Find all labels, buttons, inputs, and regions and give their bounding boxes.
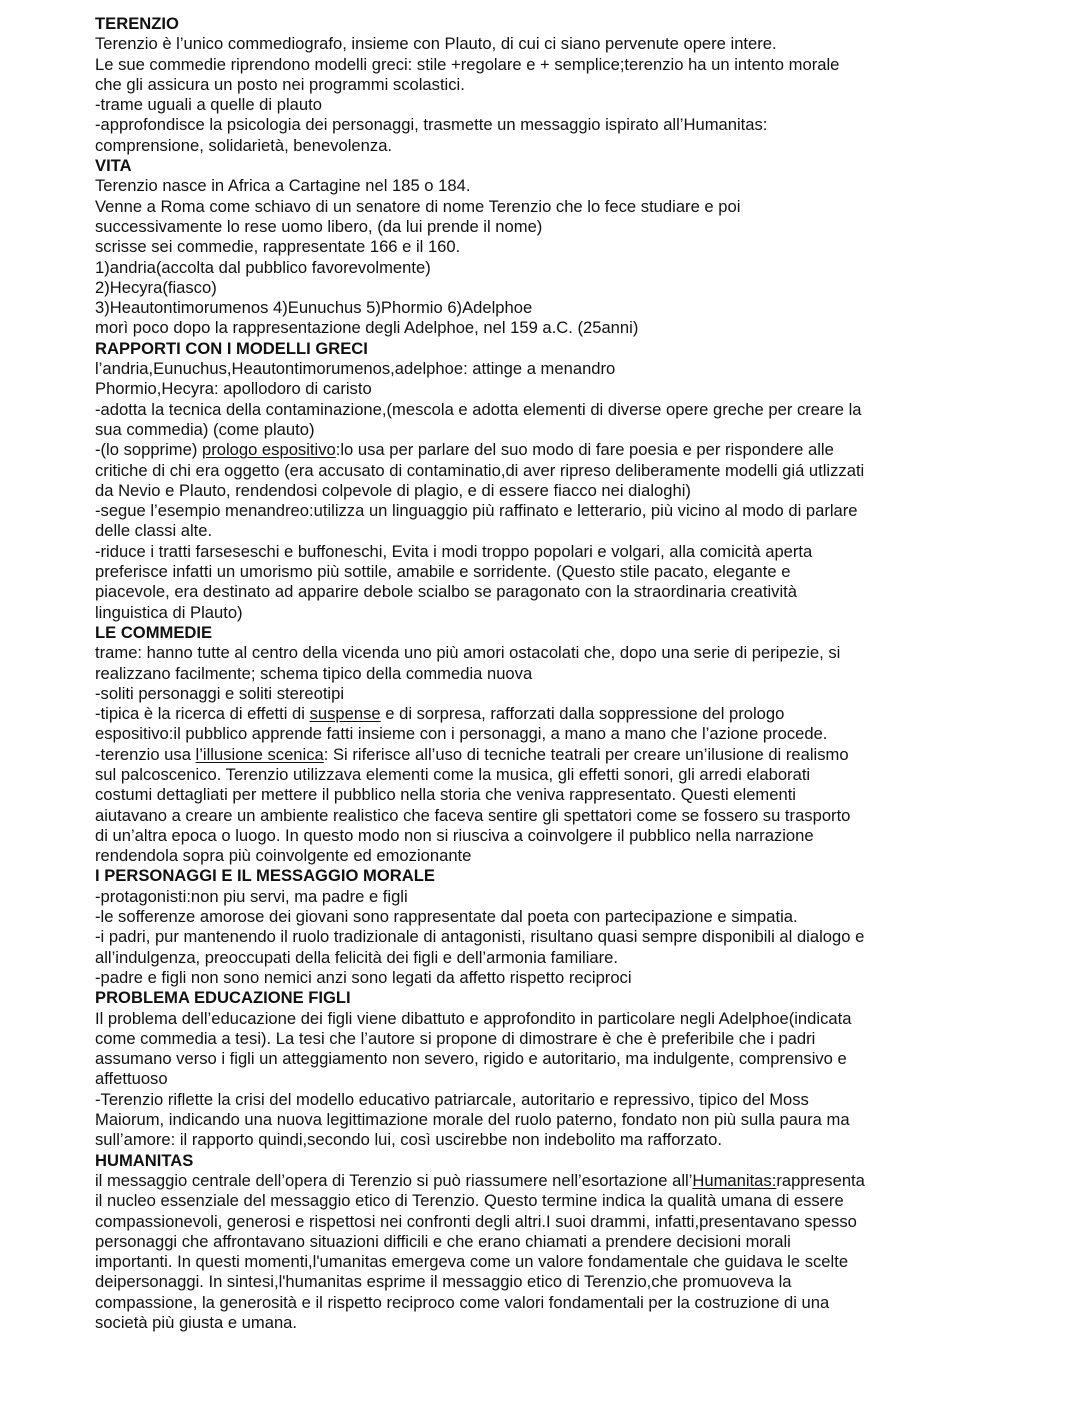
text-line: -segue l’esempio menandreo:utilizza un linguaggio più raffinato e letterario, più vicino al modo di parlare <box>95 501 858 521</box>
text-line: Il problema dell’educazione dei figli viene dibattuto e approfondito in particolare negli Adelphoe(indicata <box>95 1008 852 1028</box>
text-line <box>95 745 1055 765</box>
text-line: -le sofferenze amorose dei giovani sono rappresentate dal poeta con partecipazione e simpatia. <box>95 907 798 927</box>
document-page <box>95 14 1055 1333</box>
text-line: Venne a Roma come schiavo di un senatore di nome Terenzio che lo fece studiare e poi <box>95 196 741 216</box>
text-line: all’indulgenza, preoccupati della felicità dei figli e dell’armonia familiare. <box>95 947 618 967</box>
text-line: importanti. In questi momenti,l'umanitas emergeva come un valore fondamentale che guidava le scelte <box>95 1252 849 1272</box>
text-line: comprensione, solidarietà, benevolenza. <box>95 135 393 155</box>
text-line: Phormio,Hecyra: apollodoro di caristo <box>95 379 372 399</box>
text-line: da Nevio e Plauto, rendendosi colpevole di plagio, e di essere fiacco nei dialoghi) <box>95 480 691 500</box>
text-line: -adotta la tecnica della contaminazione,(mescola e adotta elementi di diverse opere greche per creare la <box>95 399 862 419</box>
text-segment: -terenzio usa <box>95 744 196 764</box>
text-line: come commedia a tesi). La tesi che l’autore si propone di dimostrare è che è preferibile che i padri <box>95 1028 816 1048</box>
underlined-term: Humanitas: <box>692 1170 777 1190</box>
text-line: deipersonaggi. In sintesi,l'humanitas esprime il messaggio etico di Terenzio,che promuoveva la <box>95 1272 792 1292</box>
text-line: rendendola sopra più coinvolgente ed emozionante <box>95 846 472 866</box>
section-heading: I PERSONAGGI E IL MESSAGGIO MORALE <box>95 866 435 886</box>
text-segment: il messaggio centrale dell’opera di Terenzio si può riassumere nell’esortazione all’ <box>95 1170 693 1190</box>
text-line: -protagonisti:non piu servi, ma padre e figli <box>95 886 408 906</box>
text-line: -approfondisce la psicologia dei personaggi, trasmette un messaggio ispirato all’Humanitas: <box>95 115 768 135</box>
text-line: aiutavano a creare un ambiente realistico che faceva sentire gli spettatori come se fossero su trasporto <box>95 805 851 825</box>
text-line: Maiorum, indicando una nuova legittimazione morale del ruolo paterno, fondato non più sulla paura ma <box>95 1110 850 1130</box>
text-line: che gli assicura un posto nei programmi scolastici. <box>95 74 465 94</box>
text-line: personaggi che affrontavano situazioni difficili e che erano chiamati a prendere decisioni morali <box>95 1231 791 1251</box>
text-line: 1)andria(accolta dal pubblico favorevolmente) <box>95 257 431 277</box>
text-segment: : Si riferisce all’uso di tecniche teatrali per creare un’ilusione di realismo <box>323 744 849 764</box>
text-line: Le sue commedie riprendono modelli greci: stile +regolare e + semplice;terenzio ha un intento morale <box>95 54 840 74</box>
text-line: -i padri, pur mantenendo il ruolo tradizionale di antagonisti, risultano quasi sempre disponibili al dialogo e <box>95 927 865 947</box>
text-line: delle classi alte. <box>95 521 213 541</box>
section-heading: PROBLEMA EDUCAZIONE FIGLI <box>95 988 351 1008</box>
underlined-term: l’illusione scenica <box>195 744 324 764</box>
text-line: assumano verso i figli un atteggiamento non severo, rigido e autoritario, ma indulgente, comprensivo e <box>95 1049 847 1069</box>
text-line: piacevole, era destinato ad apparire debole scialbo se paragonato con la straordinaria creatività <box>95 582 797 602</box>
text-line: l’andria,Eunuchus,Heautontimorumenos,adelphoe: attinge a menandro <box>95 359 616 379</box>
text-line: scrisse sei commedie, rappresentate 166 e il 160. <box>95 237 461 257</box>
text-line: -padre e figli non sono nemici anzi sono legati da affetto rispetto reciproci <box>95 967 632 987</box>
text-line: compassionevoli, generosi e rispettosi nei confronti degli altri.I suoi drammi, infatti,presentavano spesso <box>95 1211 857 1231</box>
section-heading: TERENZIO <box>95 14 179 33</box>
text-line: -riduce i tratti farseseschi e buffoneschi, Evita i modi troppo popolari e volgari, alla comicità aperta <box>95 541 813 561</box>
text-line: Terenzio è l’unico commediografo, insieme con Plauto, di cui ci siano pervenute opere intere. <box>95 34 777 54</box>
section-heading: RAPPORTI CON I MODELLI GRECI <box>95 338 368 358</box>
text-line: realizzano facilmente; schema tipico della commedia nuova <box>95 663 533 683</box>
text-line: linguistica di Plauto) <box>95 602 243 622</box>
text-line: sul palcoscenico. Terenzio utilizzava elementi come la musica, gli effetti sonori, gli arredi elaborati <box>95 764 811 784</box>
text-line <box>95 704 1055 724</box>
text-line: -soliti personaggi e soliti stereotipi <box>95 683 345 703</box>
text-line: 3)Heautontimorumenos 4)Eunuchus 5)Phormio 6)Adelphoe <box>95 298 533 318</box>
section-heading: VITA <box>95 156 132 176</box>
text-segment: -tipica è la ricerca di effetti di <box>95 704 310 724</box>
text-line: morì poco dopo la rappresentazione degli Adelphoe, nel 159 a.C. (25anni) <box>95 318 639 338</box>
text-line: società più giusta e umana. <box>95 1313 298 1332</box>
underlined-term: suspense <box>309 704 381 724</box>
text-segment: :lo usa per parlare del suo modo di fare poesia e per rispondere alle <box>335 440 834 460</box>
text-line: il nucleo essenziale del messaggio etico di Terenzio. Questo termine indica la qualità umana di essere <box>95 1191 844 1211</box>
text-line: trame: hanno tutte al centro della vicenda uno più amori ostacolati che, dopo una serie di peripezie, si <box>95 643 841 663</box>
text-segment: rappresenta <box>776 1170 865 1190</box>
text-line: Terenzio nasce in Africa a Cartagine nel 185 o 184. <box>95 176 471 196</box>
text-line: costumi dettagliati per mettere il pubblico nella storia che veniva rappresentato. Questi elementi <box>95 785 796 805</box>
text-line: -trame uguali a quelle di plauto <box>95 95 322 115</box>
text-line <box>95 1171 1055 1191</box>
text-line: -Terenzio riflette la crisi del modello educativo patriarcale, autoritario e repressivo, tipico del Moss <box>95 1089 809 1109</box>
text-line: preferisce infatti un umorismo più sottile, amabile e sorridente. (Questo stile pacato, elegante e <box>95 562 791 582</box>
underlined-term: prologo espositivo <box>201 440 336 460</box>
text-line: affettuoso <box>95 1069 168 1089</box>
text-line: compassione, la generosità e il rispetto reciproco come valori fondamentali per la costruzione di una <box>95 1292 830 1312</box>
text-line <box>95 440 1055 460</box>
text-line: espositivo:il pubblico apprende fatti insieme con i personaggi, a mano a mano che l’azione procede. <box>95 724 828 744</box>
text-line: critiche di chi era oggetto (era accusato di contaminatio,di aver ripreso deliberamente modelli giá utlizzati <box>95 460 865 480</box>
text-line: di un’altra epoca o luogo. In questo modo non si riusciva a coinvolgere il pubblico nella narrazione <box>95 825 814 845</box>
text-line: 2)Hecyra(fiasco) <box>95 277 217 297</box>
section-heading: LE COMMEDIE <box>95 622 213 642</box>
section-heading: HUMANITAS <box>95 1150 194 1170</box>
text-line: sua commedia) (come plauto) <box>95 419 315 439</box>
text-line: sull’amore: il rapporto quindi,secondo lui, così uscirebbe non indebolito ma rafforzato. <box>95 1130 722 1150</box>
text-segment: e di sorpresa, rafforzati dalla soppressione del prologo <box>380 704 785 724</box>
text-segment: -(lo sopprime) <box>95 440 202 460</box>
text-line: successivamente lo rese uomo libero, (da lui prende il nome) <box>95 216 543 236</box>
